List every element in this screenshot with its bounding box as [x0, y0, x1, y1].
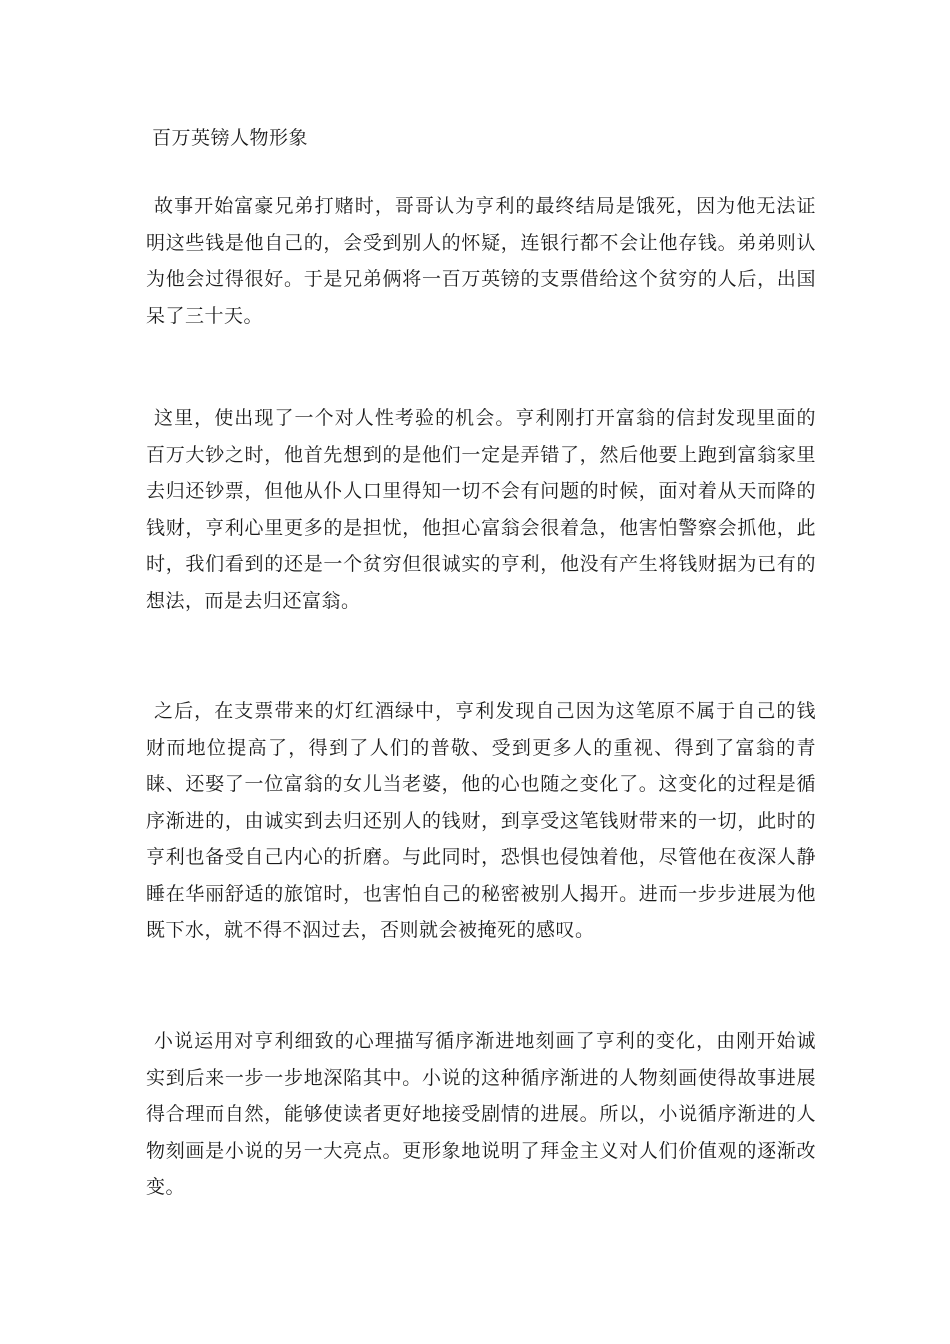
- paragraph-bet: 故事开始富豪兄弟打赌时，哥哥认为亨利的最终结局是饿死，因为他无法证明这些钱是他自己的，会受到别人的怀疑，连银行都不会让他存钱。弟弟则认为他会过得很好。于是兄弟俩将一百万英镑的支票借给这个贫穷的人后，出国呆了三十天。: [146, 195, 816, 327]
- paragraph-honesty: 这里，使出现了一个对人性考验的机会。亨利刚打开富翁的信封发现里面的百万大钞之时，他首先想到的是他们一定是弄错了，然后他要上跑到富翁家里去归还钞票，但他从仆人口里得知一切不会有问题的时候，面对着从天而降的钱财，亨利心里更多的是担忧，他担心富翁会很着急，他害怕警察会抓他，此时，我们看到的还是一个贫穷但很诚实的亨利，他没有产生将钱财据为已有的想法，而是去归还富翁。: [146, 407, 816, 612]
- paragraph-change: 之后，在支票带来的灯红酒绿中，亨利发现自己因为这笔原不属于自己的钱财而地位提高了，得到了人们的普敬、受到更多人的重视、得到了富翁的青睐、还娶了一位富翁的女儿当老婆，他的心也随之变化了。这变化的过程是循序渐进的，由诚实到去归还别人的钱财，到享受这笔钱财带来的一切，此时的亨利也备受自己内心的折磨。与此同时，恐惧也侵蚀着他，尽管他在夜深人静睡在华丽舒适的旅馆时，也害怕自己的秘密被别人揭开。进而一步步进展为他既下水，就不得不泅过去，否则就会被掩死的感叹。: [146, 700, 816, 941]
- document-title: 百万英镑人物形象: [152, 127, 309, 149]
- paragraph-conclusion: 小说运用对亨利细致的心理描写循序渐进地刻画了亨利的变化，由刚开始诚实到后来一步一步地深陷其中。小说的这种循序渐进的人物刻画使得故事进展得合理而自然，能够使读者更好地接受剧情的进展。所以，小说循序渐进的人物刻画是小说的另一大亮点。更形象地说明了拜金主义对人们价值观的逐渐改变。: [146, 1030, 816, 1198]
